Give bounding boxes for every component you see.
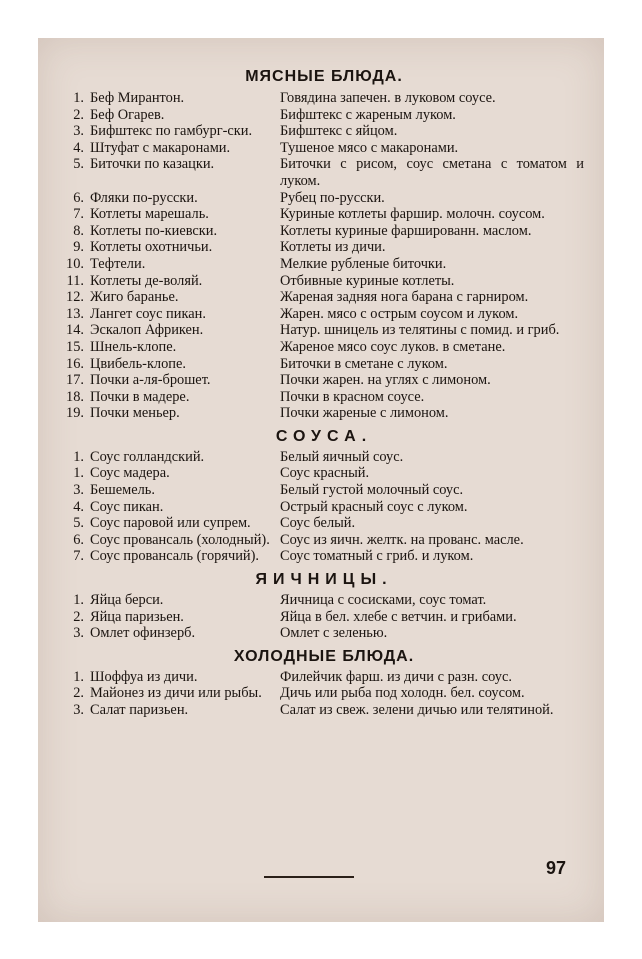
dish-name: Фляки по-русски. (90, 189, 198, 206)
menu-item (64, 306, 584, 323)
menu-item (64, 669, 584, 686)
item-number: 1. (73, 668, 84, 685)
dish-description: Почки жареные с лимоном. (280, 405, 449, 422)
menu-item (64, 449, 584, 466)
menu-item (64, 482, 584, 499)
footer-rule (264, 876, 354, 878)
dish-description: Соус из яичн. желтк. на прованс. масле. (280, 531, 524, 548)
menu-list-sauces (64, 449, 584, 565)
page-number: 97 (545, 858, 566, 878)
dish-name: Эскалоп Африкен. (90, 322, 204, 339)
dish-description: Соус красный. (280, 465, 370, 482)
menu-item (64, 372, 584, 389)
item-number: 1. (73, 448, 84, 465)
menu-item (64, 405, 584, 422)
item-number: 6. (73, 189, 84, 206)
dish-name: Бешемель. (90, 482, 155, 499)
dish-description: Котлеты куриные фаршированн. маслом. (280, 222, 532, 239)
item-number: 7. (73, 206, 84, 223)
menu-item (64, 289, 584, 306)
section-meat-dishes (64, 68, 584, 422)
item-number: 18. (66, 388, 84, 405)
dish-description: Салат из свеж. зелени дичью или телятиной. (280, 702, 554, 718)
section-title-meat: МЯСНЫЕ БЛЮДА. (245, 68, 403, 85)
item-number: 4. (73, 498, 84, 515)
dish-name: Почки в мадере. (90, 388, 190, 405)
dish-name: Котлеты по-киевски. (90, 222, 218, 239)
menu-item (64, 465, 584, 482)
dish-description: Куриные котлеты фаршир. молочн. соусом. (280, 206, 545, 223)
dish-description: Рубец по-русски. (280, 189, 385, 206)
dish-description: Котлеты из дичи. (280, 239, 386, 256)
dish-description: Почки в красном соусе. (280, 388, 425, 405)
dish-description: Филейчик фарш. из дичи с разн. соус. (280, 668, 512, 685)
dish-name: Штуфат с макаронами. (90, 139, 231, 156)
dish-description: Говядина запечен. в луковом соусе. (280, 90, 496, 106)
menu-item (64, 532, 584, 549)
menu-item (64, 625, 584, 642)
item-number: 1. (73, 592, 84, 609)
menu-item (64, 273, 584, 290)
dish-name: Соус паровой или супрем. (90, 515, 251, 532)
menu-item (64, 156, 584, 189)
dish-name: Почки а-ля-брошет. (90, 372, 211, 389)
dish-name: Шоффуа из дичи. (90, 668, 198, 685)
menu-item (64, 389, 584, 406)
dish-description: Омлет с зеленью. (280, 625, 388, 642)
dish-name: Биточки по казацки. (90, 156, 215, 173)
menu-list-cold (64, 669, 584, 719)
dish-description: Почки жарен. на углях с лимоном. (280, 372, 491, 389)
dish-description: Белый яичный соус. (280, 448, 404, 465)
dish-description: Соус белый. (280, 515, 356, 532)
item-number: 6. (73, 531, 84, 548)
menu-item (64, 223, 584, 240)
menu-item (64, 548, 584, 565)
section-sauces (64, 428, 584, 565)
dish-description: Жареное мясо соус луков. в сметане. (280, 338, 506, 355)
dish-name: Соус пикан. (90, 498, 164, 515)
item-number: 3. (73, 625, 84, 642)
dish-name: Соус голландский. (90, 448, 205, 465)
item-number: 10. (66, 255, 84, 272)
item-number: 19. (66, 405, 84, 422)
item-number: 4. (73, 139, 84, 156)
dish-description: Дичь или рыба под холодн. бел. соусом. (280, 685, 525, 702)
item-number: 2. (73, 106, 84, 123)
menu-item (64, 123, 584, 140)
section-eggs (64, 571, 584, 642)
item-number: 15. (66, 338, 84, 355)
menu-item (64, 592, 584, 609)
menu-item (64, 499, 584, 516)
dish-name: Котлеты де-воляй. (90, 272, 203, 289)
menu-content (64, 68, 584, 719)
dish-description: Жареная задняя нога барана с гарниром. (280, 289, 529, 306)
section-cold-dishes (64, 648, 584, 719)
item-number: 8. (73, 222, 84, 239)
item-number: 2. (73, 685, 84, 702)
item-number: 1. (73, 465, 84, 482)
dish-name: Бифштекс по гамбург-ски. (90, 123, 253, 140)
item-number: 5. (73, 515, 84, 532)
menu-item (64, 107, 584, 124)
dish-name: Соус мадера. (90, 465, 170, 482)
section-title-eggs: ЯИЧНИЦЫ. (255, 571, 393, 589)
item-number: 12. (66, 289, 84, 306)
dish-description: Острый красный соус с луком. (280, 498, 468, 515)
item-number: 1. (73, 90, 84, 106)
dish-name: Майонез из дичи или рыбы. (90, 685, 262, 702)
dish-name: Яйца берси. (90, 592, 164, 609)
dish-description: Белый густой молочный соус. (280, 482, 464, 499)
dish-description: Бифштекс с жареным луком. (280, 106, 456, 123)
dish-description: Отбивные куриные котлеты. (280, 272, 455, 289)
dish-name: Тефтели. (90, 255, 146, 272)
dish-description: Мелкие рубленые биточки. (280, 255, 447, 272)
page-footer (64, 856, 584, 886)
dish-name: Соус провансаль (холодный). (90, 531, 270, 548)
menu-item (64, 140, 584, 157)
dish-description: Тушеное мясо с макаронами. (280, 139, 459, 156)
dish-name: Котлеты охотничьи. (90, 239, 213, 256)
dish-name: Лангет соус пикан. (90, 305, 206, 322)
dish-name: Яйца паризьен. (90, 608, 184, 625)
section-title-sauces: СОУСА. (275, 427, 373, 445)
menu-item (64, 609, 584, 626)
dish-name: Салат паризьен. (90, 702, 189, 718)
item-number: 17. (66, 372, 84, 389)
dish-name: Беф Мирантон. (90, 90, 185, 106)
item-number: 5. (73, 156, 84, 173)
dish-description: Жарен. мясо с острым соусом и луком. (280, 305, 519, 322)
item-number: 13. (66, 305, 84, 322)
menu-item (64, 685, 584, 702)
menu-item (64, 190, 584, 207)
dish-description: Яйца в бел. хлебе с ветчин. и грибами. (280, 608, 517, 625)
item-number: 2. (73, 608, 84, 625)
item-number: 11. (66, 272, 84, 289)
menu-item (64, 515, 584, 532)
dish-name: Омлет офинзерб. (90, 625, 196, 642)
item-number: 7. (73, 548, 84, 565)
item-number: 9. (73, 239, 84, 256)
dish-name: Шнель-клопе. (90, 338, 177, 355)
dish-description: Яичница с сосисками, соус томат. (280, 592, 487, 609)
dish-description: Биточки с рисом, соус сметана с томатом и луком. (280, 156, 584, 189)
menu-item (64, 702, 584, 719)
item-number: 16. (66, 355, 84, 372)
menu-item (64, 239, 584, 256)
dish-name: Беф Огарев. (90, 106, 165, 123)
dish-name: Почки меньер. (90, 405, 180, 422)
menu-item (64, 356, 584, 373)
book-page (38, 38, 604, 922)
dish-description: Соус томатный с гриб. и луком. (280, 548, 474, 565)
dish-name: Соус провансаль (горячий). (90, 548, 260, 565)
dish-description: Бифштекс с яйцом. (280, 123, 398, 140)
menu-item (64, 256, 584, 273)
item-number: 3. (73, 123, 84, 140)
section-title-cold: ХОЛОДНЫЕ БЛЮДА. (233, 647, 415, 665)
menu-item (64, 339, 584, 356)
menu-list-eggs (64, 592, 584, 642)
item-number: 3. (73, 482, 84, 499)
menu-list-meat (64, 90, 584, 422)
dish-name: Котлеты марешаль. (90, 206, 209, 223)
item-number: 3. (73, 702, 84, 718)
dish-name: Жиго баранье. (90, 289, 179, 306)
dish-description: Натур. шницель из телятины с помид. и гриб. (280, 322, 560, 339)
dish-name: Цвибель-клопе. (90, 355, 186, 372)
menu-item (64, 90, 584, 107)
item-number: 14. (66, 322, 84, 339)
menu-item (64, 322, 584, 339)
menu-item (64, 206, 584, 223)
dish-description: Биточки в сметане с луком. (280, 355, 448, 372)
